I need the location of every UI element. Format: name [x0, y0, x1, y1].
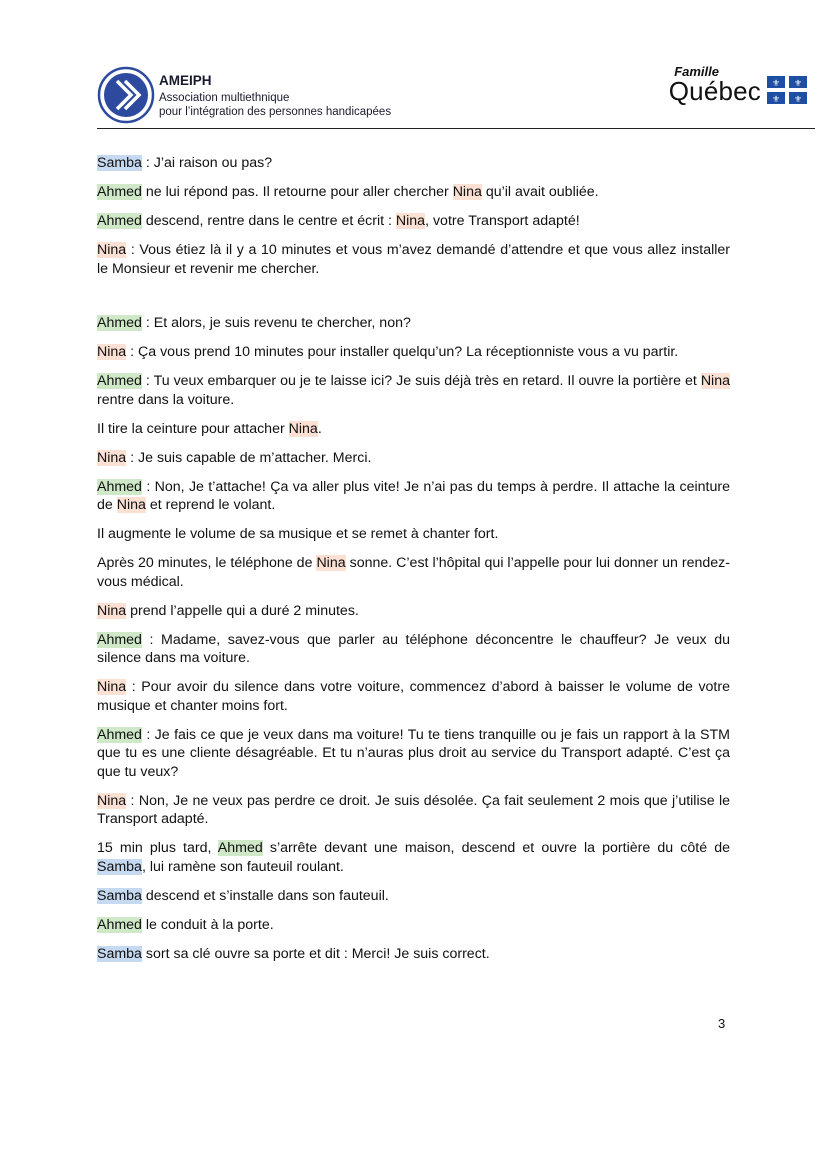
paragraph — [97, 916, 730, 935]
character-name-samba: Samba — [97, 887, 142, 904]
paragraph-text: s’arrête devant une maison, descend et ouvre la portière du côté de — [262, 840, 730, 856]
paragraph-text: : Je suis capable de m’attacher. Merci. — [126, 449, 372, 466]
paragraph-text: descend, rentre dans le centre et écrit : — [141, 213, 396, 229]
character-name-nina: Nina — [700, 373, 730, 389]
character-name-ahmed: Ahmed — [97, 478, 142, 495]
paragraph — [97, 183, 730, 202]
paragraph — [97, 887, 730, 906]
character-name-nina: Nina — [116, 497, 146, 513]
character-name-nina: Nina — [452, 184, 482, 200]
character-name-nina: Nina — [97, 449, 127, 466]
ameiph-emblem-icon — [97, 66, 155, 124]
ameiph-subtitle-line1: Association multiethnique — [159, 92, 290, 104]
paragraph-text: Il tire la ceinture pour attacher — [97, 420, 289, 437]
page-header — [97, 62, 815, 128]
paragraph-text: : Non, Je ne veux pas perdre ce droit. Je suis désolée. Ça fait seulement 2 mois que j’utilise le Transport adapté. — [97, 792, 730, 827]
page-number: 3 — [718, 1016, 726, 1031]
character-name-ahmed: Ahmed — [97, 631, 142, 648]
svg-text:⚜: ⚜ — [793, 95, 803, 104]
ameiph-name: AMEIPH — [159, 73, 212, 88]
paragraph-text: prend l’appelle qui a duré 2 minutes. — [126, 602, 359, 619]
character-name-ahmed: Ahmed — [97, 315, 142, 331]
paragraph — [97, 726, 730, 782]
character-name-ahmed: Ahmed — [97, 373, 142, 389]
ameiph-logo — [97, 66, 397, 126]
character-name-nina: Nina — [97, 602, 127, 619]
paragraph — [97, 945, 730, 964]
paragraph-text: : Tu veux embarquer ou je te laisse ici? Je suis déjà très en retard. Il ouvre la portière et — [141, 373, 701, 389]
character-name-nina: Nina — [97, 792, 127, 809]
paragraph-text: et reprend le volant. — [145, 497, 276, 513]
header-divider — [97, 128, 815, 129]
paragraph-text: : Ça vous prend 10 minutes pour installer quelqu’un? La réceptionniste vous a vu partir. — [126, 344, 679, 360]
paragraph — [97, 212, 730, 231]
character-name-ahmed: Ahmed — [97, 916, 142, 933]
character-name-nina: Nina — [97, 679, 127, 695]
character-name-nina: Nina — [316, 555, 346, 571]
paragraph — [97, 154, 730, 173]
paragraph — [97, 314, 730, 333]
paragraph-text: : Et alors, je suis revenu te chercher, non? — [141, 315, 411, 331]
paragraph — [97, 343, 730, 362]
character-name-nina: Nina — [97, 344, 127, 360]
paragraph-text: rentre dans la voiture. — [97, 391, 235, 408]
famille-label: Famille — [674, 64, 719, 79]
quebec-flag-icon — [767, 76, 807, 104]
character-name-samba: Samba — [97, 155, 142, 171]
paragraph-text: : Je fais ce que je veux dans ma voiture! Tu te tiens tranquille ou je fais un rapport à la STM que tu es une cliente désagréable. Et tu n’auras plus droit au service du Transport adapté. C’est ça que tu veux? — [97, 726, 730, 780]
paragraph-text: qu’il avait oubliée. — [481, 184, 599, 200]
paragraph — [97, 602, 730, 621]
paragraph — [97, 839, 730, 876]
character-name-samba: Samba — [97, 858, 142, 875]
character-name-ahmed: Ahmed — [97, 726, 142, 743]
paragraph-text: . — [317, 420, 322, 437]
paragraph — [97, 525, 730, 544]
paragraph-text: , votre Transport adapté! — [425, 213, 580, 229]
character-name-nina: Nina — [395, 213, 426, 229]
paragraph-text: sonne. C’est l’hôpital qui l’appelle pour lui donner un rendez-vous médical. — [97, 555, 730, 590]
paragraph — [97, 372, 730, 409]
paragraph-text: : Madame, savez-vous que parler au téléphone déconcentre le chauffeur? Je veux du silence dans ma voiture. — [97, 631, 730, 666]
paragraph-text: ne lui répond pas. Il retourne pour aller chercher — [141, 184, 453, 200]
paragraph-text: sort sa clé ouvre sa porte et dit : Merci! Je suis correct. — [141, 945, 490, 962]
paragraph — [97, 678, 730, 715]
character-name-nina: Nina — [288, 420, 318, 437]
famille-quebec-logo — [607, 62, 807, 112]
paragraph — [97, 554, 730, 591]
quebec-label: Québec — [668, 76, 761, 106]
paragraph-text: : Pour avoir du silence dans votre voiture, commencez d’abord à baisser le volume de votre musique et chanter moins fort. — [97, 679, 730, 714]
paragraph — [97, 478, 730, 515]
paragraph-text: le conduit à la porte. — [141, 916, 274, 933]
svg-text:⚜: ⚜ — [771, 79, 781, 89]
character-name-ahmed: Ahmed — [97, 213, 142, 229]
character-name-ahmed: Ahmed — [97, 184, 142, 200]
paragraph-text: Il augmente le volume de sa musique et se remet à chanter fort. — [97, 526, 499, 542]
ameiph-subtitle-line2: pour l’intégration des personnes handicapées — [159, 106, 392, 118]
paragraph-text: Après 20 minutes, le téléphone de — [97, 555, 317, 571]
character-name-nina: Nina — [97, 242, 127, 258]
character-name-samba: Samba — [97, 945, 142, 962]
svg-text:⚜: ⚜ — [793, 79, 803, 89]
paragraph — [97, 792, 730, 829]
character-name-ahmed: Ahmed — [217, 840, 263, 856]
svg-text:⚜: ⚜ — [771, 95, 781, 104]
paragraph-text: 15 min plus tard, — [97, 840, 218, 856]
paragraph-text: : Non, Je t’attache! Ça va aller plus vite! Je n’ai pas du temps à perdre. Il attache la ceinture de — [97, 478, 730, 513]
paragraph-text: : Vous étiez là il y a 10 minutes et vous m’avez demandé d’attendre et que vous allez installer le Monsieur et revenir me chercher. — [97, 242, 730, 277]
paragraph — [97, 241, 730, 278]
paragraph-text: , lui ramène son fauteuil roulant. — [141, 858, 344, 875]
paragraph-text: : J’ai raison ou pas? — [141, 155, 273, 171]
paragraph-text: descend et s’installe dans son fauteuil. — [141, 887, 389, 904]
paragraph — [97, 631, 730, 668]
paragraph — [97, 420, 730, 439]
document-body — [97, 154, 730, 974]
paragraph — [97, 449, 730, 468]
